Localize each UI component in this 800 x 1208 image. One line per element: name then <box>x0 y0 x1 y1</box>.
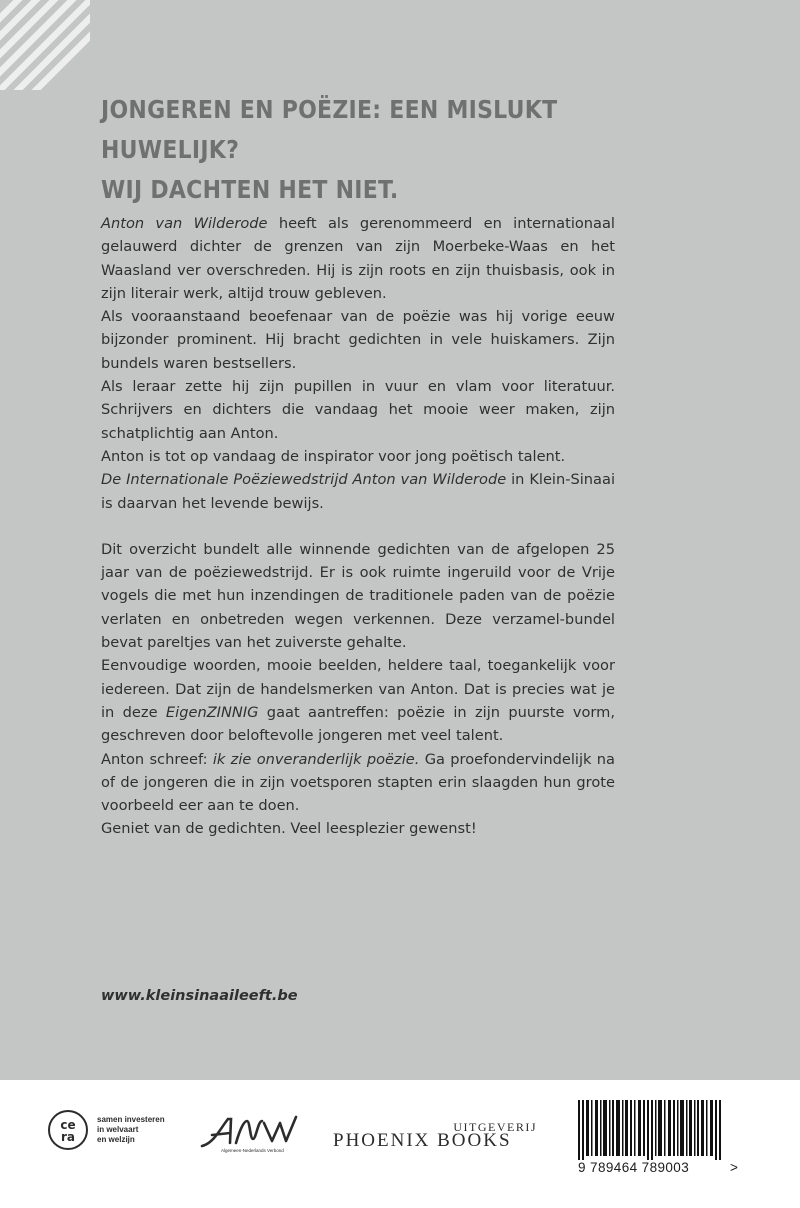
quote: ik zie onveranderlijk poëzie. <box>212 750 420 768</box>
author-name: Anton van Wilderode <box>101 215 268 232</box>
overview-paragraph-4: Geniet van de gedichten. Veel leesplezier gewenst! <box>101 820 477 838</box>
publisher-label: UITGEVERIJ <box>453 1120 537 1134</box>
cera-tagline <box>97 1115 165 1145</box>
anv-caption: Algemeen-Nederlands Verbond <box>221 1148 284 1153</box>
book-title: EigenZINNIG <box>165 703 259 721</box>
intro-paragraph-5 <box>101 468 615 515</box>
overview-paragraph-2-b: gaat aantreffen: poëzie in zijn puurste vorm, geschreven door beloftevolle jongeren met veel talent. <box>101 703 615 745</box>
intro-paragraph-5-text: in Klein-Sinaai is daarvan het levende bewijs. <box>101 471 615 512</box>
cera-tagline-3: en welzijn <box>97 1135 135 1144</box>
headline-line-1: JONGEREN EN POËZIE: EEN MISLUKT HUWELIJK? <box>101 95 558 164</box>
intro-paragraph-2: Als vooraanstaand beoefenaar van de poëzie was hij vorige eeuw bijzonder prominent. Hij bracht gedichten in vele huiskamers. Zijn bundels waren bestsellers. <box>101 308 615 372</box>
cera-logo-icon <box>48 1110 88 1150</box>
overview-paragraph-2-a: Eenvoudige woorden, mooie beelden, heldere taal, toegankelijk voor iedereen. Dat zijn de handelsmerken van Anton. Dat is precies wat je in deze <box>101 657 615 721</box>
intro-paragraph-1-text: heeft als gerenommeerd en internationaal gelauwerd dichter de grenzen van zijn Moerbeke-Waas en het Waasland ver overschreden. Hij is zijn roots en zijn thuisbasis, ook in zijn literair werk, altijd trouw gebleven. <box>101 215 615 302</box>
headline-line-2: WIJ DACHTEN HET NIET. <box>101 175 399 204</box>
intro-paragraph-4: Anton is tot op vandaag de inspirator voor jong poëtisch talent. <box>101 447 566 465</box>
phoenix-books-logo-icon <box>333 1120 539 1160</box>
competition-name: De Internationale Poëziewedstrijd Anton van Wilderode <box>101 471 507 489</box>
cera-tagline-1: samen investeren <box>97 1115 165 1124</box>
cera-mark-line-1: ce <box>60 1118 76 1132</box>
overview-paragraph-2 <box>101 654 615 747</box>
body-text <box>101 212 615 841</box>
intro-paragraph-1 <box>101 212 615 305</box>
overview-paragraph-1: Dit overzicht bundelt alle winnende gedichten van de afgelopen 25 jaar van de poëziewedstrijd. Er is ook ruimte ingeruild voor de Vrije vogels die met hun inzendingen de traditionele paden van de poëzie verlaten en onbetreden wegen verkennen. Deze verzamel-bundel bevat pareltjes van het zuiverste gehalte. <box>101 540 615 652</box>
cera-mark-line-2: ra <box>60 1130 75 1144</box>
overview-paragraph-3-a: Anton schreef: <box>101 750 213 768</box>
isbn-number <box>578 1160 739 1175</box>
website-link[interactable]: www.kleinsinaaileeft.be <box>101 988 298 1004</box>
intro-paragraph-3: Als leraar zette hij zijn pupillen in vuur en vlam voor literatuur. Schrijvers en dichters die vandaag het mooie weer maken, zijn schatplichtig aan Anton. <box>101 378 615 442</box>
barcode-icon <box>578 1100 748 1160</box>
diagonal-stripes-icon <box>0 0 90 90</box>
isbn-arrow: > <box>730 1160 739 1175</box>
headline <box>101 90 647 210</box>
isbn-digits: 9 789464 789003 <box>578 1160 690 1175</box>
publisher-name: PHOENIX BOOKS <box>333 1130 512 1151</box>
overview-paragraph-3-b: Ga proefondervindelijk na of de jongeren die in zijn voetsporen stapten erin slaagden hun grote voorbeeld eer aan te doen. <box>101 750 615 815</box>
overview-paragraph-3 <box>101 748 615 818</box>
cera-tagline-2: in welvaart <box>97 1125 139 1134</box>
